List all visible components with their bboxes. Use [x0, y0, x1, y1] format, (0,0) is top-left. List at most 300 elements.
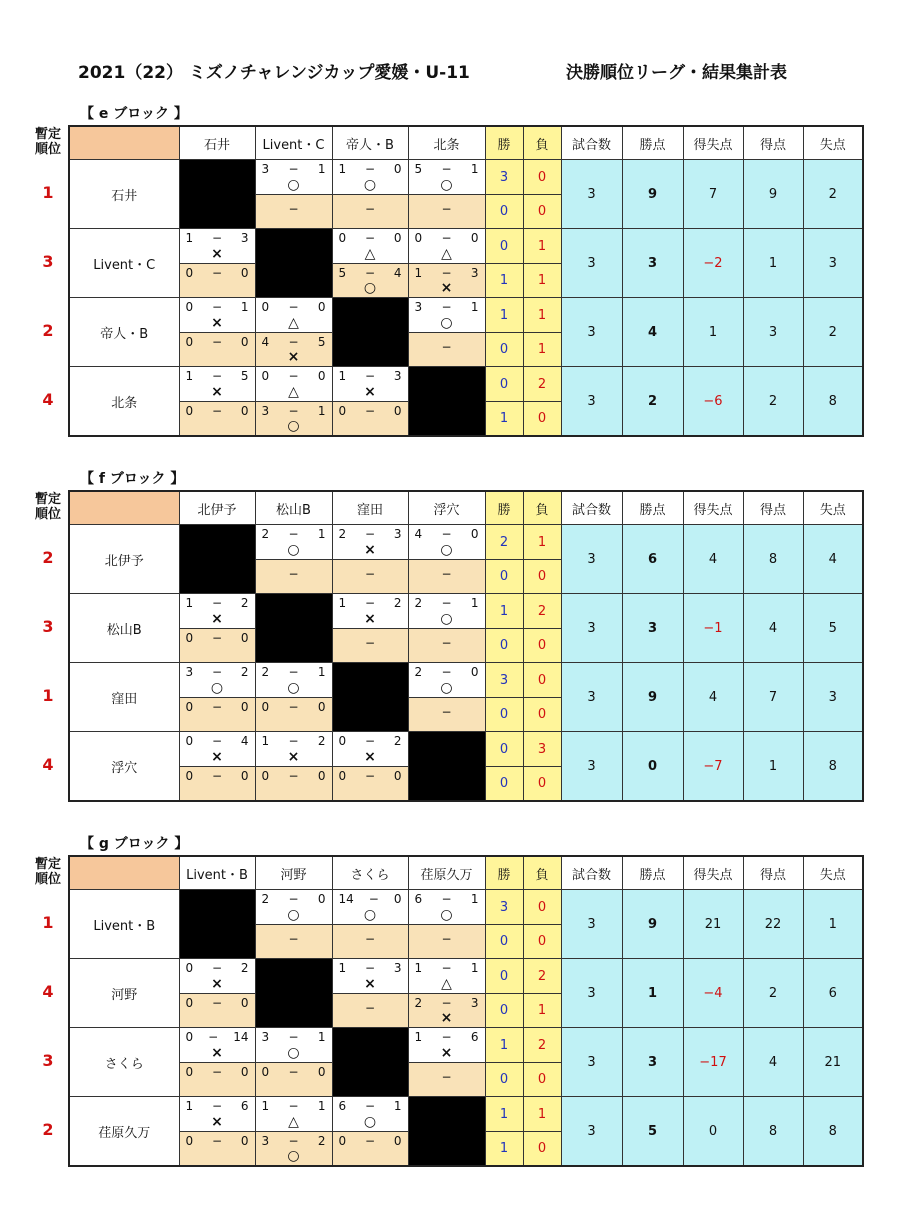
self-match-cell — [408, 367, 485, 437]
result-mark: ○ — [440, 315, 453, 331]
first-leg-result — [255, 1097, 332, 1132]
first-leg-result — [332, 367, 408, 402]
home-score: 0 — [185, 1065, 194, 1079]
away-score: 1 — [317, 1099, 326, 1113]
results-table — [68, 855, 864, 1167]
score-dash: − — [211, 734, 223, 748]
home-score: 5 — [414, 162, 423, 176]
score-dash: − — [288, 300, 299, 314]
no-match-dash: − — [441, 202, 452, 216]
second-leg-result — [179, 333, 255, 367]
rank-header: 暫定順位 — [34, 127, 61, 157]
opponent-header: Livent・B — [179, 856, 255, 890]
away-score: 3 — [470, 266, 479, 280]
provisional-rank: 3 — [42, 252, 54, 271]
provisional-rank: 4 — [42, 982, 54, 1001]
opponent-header: 石井 — [179, 126, 255, 160]
points: 3 — [622, 229, 683, 298]
away-score: 0 — [240, 335, 249, 349]
losses-second-leg: 0 — [523, 698, 561, 732]
first-leg-result — [332, 594, 408, 629]
first-leg-result — [408, 525, 485, 560]
result-mark: ○ — [287, 680, 300, 696]
losses-second-leg: 0 — [523, 560, 561, 594]
home-score: 0 — [261, 769, 270, 783]
result-mark: ○ — [287, 418, 300, 434]
goals-for: 2 — [743, 367, 803, 437]
score-dash: − — [288, 700, 299, 714]
first-leg-result — [408, 594, 485, 629]
team-name: 北伊予 — [69, 525, 179, 594]
away-score: 0 — [393, 769, 402, 783]
score-dash: − — [211, 231, 223, 245]
result-mark: △ — [441, 246, 452, 262]
home-score: 0 — [338, 404, 347, 418]
away-score: 0 — [240, 769, 249, 783]
goal-difference: −4 — [683, 959, 743, 1028]
provisional-rank: 2 — [42, 321, 54, 340]
score-dash: − — [211, 996, 223, 1010]
games-played: 3 — [561, 229, 622, 298]
second-leg-result — [255, 1063, 332, 1097]
team-name: 浮穴 — [69, 732, 179, 802]
score-dash: − — [441, 596, 452, 610]
team-row — [69, 890, 863, 925]
first-leg-result — [179, 959, 255, 994]
score-dash: − — [211, 596, 223, 610]
second-leg-result — [408, 698, 485, 732]
score-dash: − — [211, 700, 223, 714]
diff-header: 得失点 — [683, 491, 743, 525]
score-dash: − — [441, 665, 452, 679]
first-leg-result — [179, 298, 255, 333]
score-dash: − — [288, 1134, 299, 1148]
games-played: 3 — [561, 959, 622, 1028]
away-score: 0 — [240, 631, 249, 645]
games-played: 3 — [561, 367, 622, 437]
home-score: 0 — [338, 734, 347, 748]
provisional-rank: 1 — [42, 913, 54, 932]
wins-first-leg: 3 — [485, 663, 523, 698]
second-leg-result — [255, 560, 332, 594]
second-leg-result — [408, 994, 485, 1028]
loss-header: 負 — [523, 856, 561, 890]
games-played: 3 — [561, 663, 622, 732]
second-leg-result — [255, 698, 332, 732]
away-score: 0 — [240, 700, 249, 714]
away-score: 3 — [240, 231, 249, 245]
no-match-dash: − — [364, 567, 376, 581]
no-match-dash: − — [441, 932, 452, 946]
away-score: 0 — [240, 1134, 249, 1148]
wins-first-leg: 1 — [485, 298, 523, 333]
score-dash: − — [364, 734, 376, 748]
first-leg-result — [255, 663, 332, 698]
goals-for: 7 — [743, 663, 803, 732]
first-leg-result — [179, 1097, 255, 1132]
team-name: さくら — [69, 1028, 179, 1097]
losses-first-leg: 2 — [523, 594, 561, 629]
score-dash: − — [441, 300, 452, 314]
away-score: 2 — [317, 734, 326, 748]
result-mark: × — [211, 611, 223, 627]
home-score: 1 — [414, 961, 423, 975]
wins-second-leg: 0 — [485, 698, 523, 732]
second-leg-result — [408, 264, 485, 298]
score-dash: − — [288, 1030, 299, 1044]
home-score: 1 — [338, 596, 347, 610]
score-dash: − — [288, 1099, 299, 1113]
home-score: 1 — [261, 734, 270, 748]
first-leg-result — [255, 298, 332, 333]
goals-against: 2 — [803, 160, 863, 229]
diff-header: 得失点 — [683, 856, 743, 890]
home-score: 3 — [261, 404, 270, 418]
result-mark: ○ — [440, 680, 453, 696]
goals-for: 22 — [743, 890, 803, 959]
away-score: 3 — [393, 527, 402, 541]
result-mark: △ — [288, 1114, 299, 1130]
points: 9 — [622, 890, 683, 959]
goals-against: 6 — [803, 959, 863, 1028]
loss-header: 負 — [523, 126, 561, 160]
corner-cell — [69, 126, 179, 160]
results-table — [68, 490, 864, 802]
header-row — [69, 856, 863, 890]
no-match-dash: − — [364, 202, 376, 216]
away-score: 0 — [393, 162, 402, 176]
result-mark: ○ — [210, 680, 224, 696]
home-score: 1 — [185, 596, 194, 610]
first-leg-result — [255, 160, 332, 195]
gf-header: 得点 — [743, 491, 803, 525]
win-header: 勝 — [485, 491, 523, 525]
first-leg-result — [255, 1028, 332, 1063]
team-row — [69, 525, 863, 560]
team-name: 北条 — [69, 367, 179, 437]
points: 1 — [622, 959, 683, 1028]
result-mark: × — [440, 280, 453, 296]
goal-difference: 1 — [683, 298, 743, 367]
home-score: 1 — [338, 369, 347, 383]
goals-against: 3 — [803, 229, 863, 298]
losses-first-leg: 1 — [523, 525, 561, 560]
score-dash: − — [211, 404, 223, 418]
win-header: 勝 — [485, 126, 523, 160]
score-dash: − — [441, 892, 452, 906]
second-leg-result — [255, 767, 332, 802]
home-score: 1 — [261, 1099, 270, 1113]
result-mark: ○ — [287, 1045, 300, 1061]
goal-difference: 21 — [683, 890, 743, 959]
team-row — [69, 1097, 863, 1132]
corner-cell — [69, 856, 179, 890]
wins-second-leg: 0 — [485, 629, 523, 663]
score-dash: − — [441, 266, 452, 280]
games-played: 3 — [561, 298, 622, 367]
goals-for: 1 — [743, 229, 803, 298]
score-dash: − — [211, 769, 223, 783]
home-score: 0 — [185, 996, 194, 1010]
points-header: 勝点 — [622, 856, 683, 890]
losses-second-leg: 1 — [523, 264, 561, 298]
home-score: 0 — [414, 231, 423, 245]
result-mark: ○ — [363, 907, 377, 923]
block-label: 【 g ブロック 】 — [80, 836, 189, 852]
home-score: 1 — [414, 1030, 423, 1044]
result-mark: × — [287, 349, 300, 365]
score-dash: − — [288, 734, 299, 748]
first-leg-result — [332, 890, 408, 925]
games-played: 3 — [561, 594, 622, 663]
home-score: 2 — [338, 527, 347, 541]
goals-against: 1 — [803, 890, 863, 959]
provisional-rank: 2 — [42, 548, 54, 567]
home-score: 0 — [338, 231, 347, 245]
team-row — [69, 1028, 863, 1063]
result-mark: ○ — [440, 177, 453, 193]
rank-header: 暫定順位 — [34, 492, 61, 522]
self-match-cell — [408, 1097, 485, 1167]
away-score: 6 — [240, 1099, 249, 1113]
team-row — [69, 160, 863, 195]
first-leg-result — [408, 298, 485, 333]
away-score: 0 — [393, 892, 402, 906]
points: 6 — [622, 525, 683, 594]
home-score: 0 — [185, 1134, 194, 1148]
second-leg-result — [332, 994, 408, 1028]
team-row — [69, 298, 863, 333]
team-name: 松山B — [69, 594, 179, 663]
result-mark: × — [440, 1045, 453, 1061]
first-leg-result — [255, 732, 332, 767]
points: 2 — [622, 367, 683, 437]
home-score: 6 — [414, 892, 423, 906]
wins-first-leg: 0 — [485, 732, 523, 767]
no-match-dash: − — [441, 636, 452, 650]
goals-against: 8 — [803, 367, 863, 437]
games-played: 3 — [561, 1028, 622, 1097]
home-score: 2 — [261, 527, 270, 541]
away-score: 1 — [470, 892, 479, 906]
away-score: 1 — [317, 665, 326, 679]
second-leg-result — [408, 560, 485, 594]
score-dash: − — [211, 961, 223, 975]
result-mark: ○ — [363, 280, 377, 296]
second-leg-result — [255, 1132, 332, 1167]
first-leg-result — [179, 1028, 255, 1063]
no-match-dash: − — [441, 705, 452, 719]
provisional-rank: 3 — [42, 1051, 54, 1070]
self-match-cell — [408, 732, 485, 802]
no-match-dash: − — [288, 202, 299, 216]
away-score: 0 — [240, 1065, 249, 1079]
home-score: 2 — [414, 665, 423, 679]
result-mark: △ — [288, 315, 299, 331]
points: 4 — [622, 298, 683, 367]
score-dash: − — [288, 335, 299, 349]
score-dash: − — [441, 231, 452, 245]
wins-first-leg: 1 — [485, 1097, 523, 1132]
home-score: 0 — [338, 769, 347, 783]
goals-for: 8 — [743, 525, 803, 594]
result-mark: × — [211, 1045, 223, 1061]
losses-second-leg: 0 — [523, 629, 561, 663]
score-dash: − — [364, 404, 376, 418]
second-leg-result — [332, 264, 408, 298]
games-header: 試合数 — [561, 856, 622, 890]
team-name: 窪田 — [69, 663, 179, 732]
away-score: 0 — [317, 769, 326, 783]
home-score: 0 — [185, 1030, 194, 1044]
second-leg-result — [332, 1132, 408, 1167]
provisional-rank: 1 — [42, 686, 54, 705]
team-name: 河野 — [69, 959, 179, 1028]
result-mark: × — [211, 315, 223, 331]
games-played: 3 — [561, 525, 622, 594]
opponent-header: さくら — [332, 856, 408, 890]
result-mark: ○ — [287, 542, 300, 558]
second-leg-result — [332, 925, 408, 959]
wins-first-leg: 0 — [485, 367, 523, 402]
score-dash: − — [211, 300, 223, 314]
result-mark: × — [440, 1010, 453, 1026]
score-dash: − — [368, 892, 379, 906]
away-score: 1 — [470, 300, 479, 314]
team-row — [69, 663, 863, 698]
goal-difference: −7 — [683, 732, 743, 802]
away-score: 0 — [470, 231, 479, 245]
first-leg-result — [408, 1028, 485, 1063]
away-score: 14 — [233, 1030, 249, 1044]
away-score: 1 — [470, 596, 479, 610]
away-score: 4 — [393, 266, 402, 280]
away-score: 6 — [470, 1030, 479, 1044]
losses-first-leg: 0 — [523, 890, 561, 925]
home-score: 0 — [185, 335, 194, 349]
score-dash: − — [288, 162, 299, 176]
first-leg-result — [332, 732, 408, 767]
score-dash: − — [364, 231, 376, 245]
first-leg-result — [408, 229, 485, 264]
points-header: 勝点 — [622, 126, 683, 160]
self-match-cell — [179, 890, 255, 959]
second-leg-result — [332, 629, 408, 663]
team-row — [69, 229, 863, 264]
first-leg-result — [332, 1097, 408, 1132]
result-mark: × — [211, 976, 223, 992]
goal-difference: −6 — [683, 367, 743, 437]
home-score: 0 — [185, 769, 194, 783]
first-leg-result — [255, 367, 332, 402]
no-match-dash: − — [441, 1070, 452, 1084]
self-match-cell — [179, 160, 255, 229]
home-score: 0 — [261, 369, 270, 383]
losses-second-leg: 0 — [523, 767, 561, 802]
home-score: 3 — [261, 1030, 270, 1044]
rank-header: 暫定順位 — [34, 857, 61, 887]
ga-header: 失点 — [803, 126, 863, 160]
document-title — [0, 58, 905, 82]
score-dash: − — [211, 369, 223, 383]
opponent-header: 河野 — [255, 856, 332, 890]
score-dash: − — [364, 769, 376, 783]
result-mark: × — [364, 611, 376, 627]
home-score: 0 — [185, 300, 194, 314]
self-match-cell — [332, 663, 408, 732]
home-score: 14 — [338, 892, 354, 906]
games-header: 試合数 — [561, 126, 622, 160]
goal-difference: 0 — [683, 1097, 743, 1167]
second-leg-result — [179, 402, 255, 437]
score-dash: − — [364, 1134, 376, 1148]
second-leg-result — [179, 264, 255, 298]
ga-header: 失点 — [803, 491, 863, 525]
second-leg-result — [179, 629, 255, 663]
results-table — [68, 125, 864, 437]
second-leg-result — [408, 629, 485, 663]
second-leg-result — [255, 402, 332, 437]
opponent-header: 北条 — [408, 126, 485, 160]
result-mark: ○ — [363, 177, 377, 193]
losses-first-leg: 1 — [523, 298, 561, 333]
away-score: 1 — [317, 1030, 326, 1044]
away-score: 0 — [393, 404, 402, 418]
second-leg-result — [408, 925, 485, 959]
away-score: 5 — [240, 369, 249, 383]
provisional-rank: 2 — [42, 1120, 54, 1139]
wins-first-leg: 1 — [485, 594, 523, 629]
wins-second-leg: 1 — [485, 264, 523, 298]
result-mark: △ — [441, 976, 452, 992]
opponent-header: 北伊予 — [179, 491, 255, 525]
team-name: Livent・B — [69, 890, 179, 959]
score-dash: − — [364, 369, 376, 383]
block-label: 【 e ブロック 】 — [80, 106, 188, 122]
losses-second-leg: 1 — [523, 333, 561, 367]
losses-second-leg: 0 — [523, 925, 561, 959]
losses-first-leg: 2 — [523, 367, 561, 402]
no-match-dash: − — [441, 340, 452, 354]
wins-second-leg: 0 — [485, 333, 523, 367]
score-dash: − — [364, 527, 376, 541]
losses-first-leg: 2 — [523, 959, 561, 994]
score-dash: − — [364, 162, 376, 176]
opponent-header: 窪田 — [332, 491, 408, 525]
score-dash: − — [288, 769, 299, 783]
away-score: 3 — [470, 996, 479, 1010]
score-dash: − — [441, 1030, 452, 1044]
home-score: 3 — [261, 162, 270, 176]
second-leg-result — [179, 1132, 255, 1167]
opponent-header: Livent・C — [255, 126, 332, 160]
losses-second-leg: 0 — [523, 1132, 561, 1167]
wins-second-leg: 0 — [485, 1063, 523, 1097]
first-leg-result — [332, 160, 408, 195]
second-leg-result — [179, 994, 255, 1028]
home-score: 1 — [185, 231, 194, 245]
result-mark: ○ — [440, 907, 453, 923]
wins-second-leg: 1 — [485, 402, 523, 437]
away-score: 3 — [393, 369, 402, 383]
wins-second-leg: 0 — [485, 994, 523, 1028]
away-score: 1 — [317, 404, 326, 418]
goals-for: 3 — [743, 298, 803, 367]
wins-second-leg: 0 — [485, 925, 523, 959]
result-mark: × — [287, 749, 300, 765]
points: 5 — [622, 1097, 683, 1167]
no-match-dash: − — [364, 932, 376, 946]
